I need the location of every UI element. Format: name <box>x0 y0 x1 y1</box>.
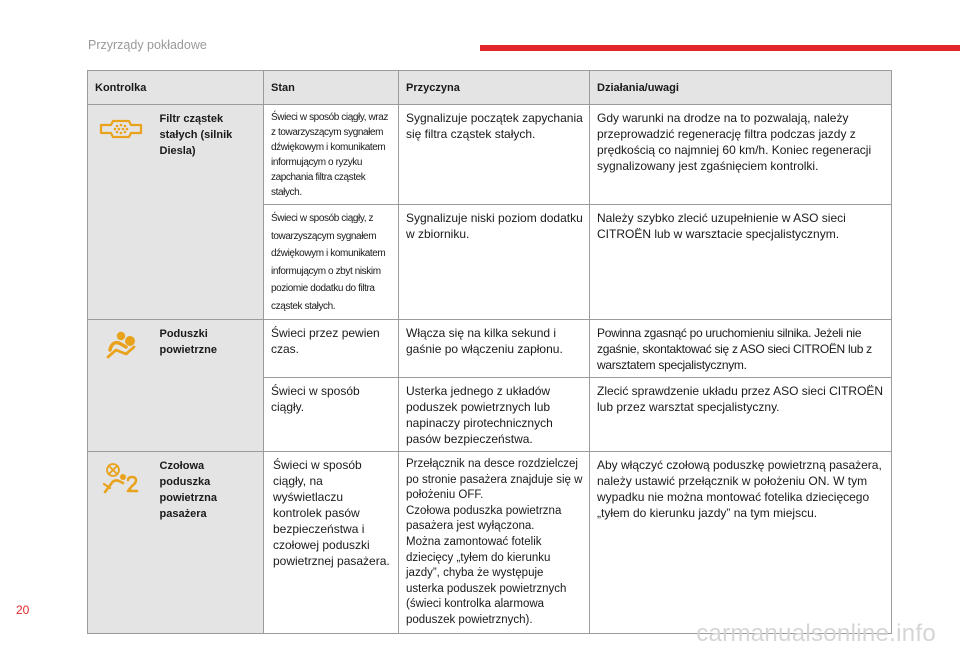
airbag-icon <box>104 347 138 364</box>
column-header-kontrolka: Kontrolka <box>88 71 264 105</box>
warning-light-name: Poduszki powietrzne <box>154 320 264 452</box>
cell-przyczyna: Włącza się na kilka sekund i gaśnie po włączeniu zapłonu. <box>399 320 590 378</box>
warning-light-name: Czołowa poduszka powietrzna pasażera <box>154 452 264 634</box>
cell-dzialania: Zlecić sprawdzenie układu przez ASO sieci CITROËN lub przez warsztat specjalistyczny. <box>590 378 892 452</box>
column-header-stan: Stan <box>264 71 399 105</box>
cell-przyczyna: Usterka jednego z układów poduszek powietrznych lub napinaczy pirotechnicznych pasów bezpieczeństwa. <box>399 378 590 452</box>
cell-przyczyna: Przełącznik na desce rozdzielczej po stronie pasażera znajduje się w położeniu OFF. Czołowa poduszka powietrzna pasażera jest wyłączona. Można zamontować fotelik dziecięcy „tyłem do kierunku jazdy”, chyba że występuje usterka poduszek powietrznych (świeci kontrolka alarmowa poduszek powietrznych). <box>399 452 590 634</box>
cell-dzialania: Aby włączyć czołową poduszkę powietrzną pasażera, należy ustawić przełącznik w położeniu ON. W tym wypadku nie można montować fotelika dziecięcego „tyłem do kierunku jazdy” na tym miejscu. <box>590 452 892 634</box>
cell-stan: Świeci w sposób ciągły, z towarzyszącym sygnałem dźwiękowym i komunikatem informującym o zbyt niskim poziomie dodatku do filtra cząstek stałych. <box>264 205 399 320</box>
warning-light-icon-cell <box>88 452 154 634</box>
warning-light-name: Filtr cząstek stałych (silnik Diesla) <box>154 105 264 320</box>
cell-dzialania: Gdy warunki na drodze na to pozwalają, należy przeprowadzić regenerację filtra podczas jazdy z prędkością co najmniej 60 km/h. Koniec regeneracji sygnalizowany jest zgaśnięciem kontrolki. <box>590 105 892 205</box>
cell-przyczyna: Sygnalizuje niski poziom dodatku w zbiorniku. <box>399 205 590 320</box>
watermark: carmanualsonline.info <box>696 620 936 647</box>
warning-light-icon-cell <box>88 105 154 320</box>
table-row <box>88 105 892 205</box>
column-header-dzialania: Działania/uwagi <box>590 71 892 105</box>
warning-light-icon-cell <box>88 320 154 452</box>
cell-przyczyna: Sygnalizuje początek zapychania się filtra cząstek stałych. <box>399 105 590 205</box>
warning-lights-table <box>87 70 892 634</box>
particle-filter-icon <box>99 130 143 147</box>
cell-stan: Świeci w sposób ciągły, wraz z towarzyszącym sygnałem dźwiękowym i komunikatem informującym o ryzyku zapchania filtra cząstek stałych. <box>264 105 399 205</box>
table-row <box>88 452 892 634</box>
passenger-airbag-off-icon <box>101 483 141 500</box>
page-number: 20 <box>16 603 30 617</box>
column-header-przyczyna: Przyczyna <box>399 71 590 105</box>
section-accent-bar <box>480 45 960 51</box>
cell-dzialania: Powinna zgasnąć po uruchomieniu silnika. Jeżeli nie zgaśnie, skontaktować się z ASO sieci CITROËN lub z warsztatem specjalistycznym. <box>590 320 892 378</box>
cell-stan: Świeci w sposób ciągły, na wyświetlaczu kontrolek pasów bezpieczeństwa i czołowej poduszki powietrznej pasażera. <box>264 452 399 634</box>
cell-stan: Świeci przez pewien czas. <box>264 320 399 378</box>
cell-dzialania: Należy szybko zlecić uzupełnienie w ASO sieci CITROËN lub w warsztacie specjalistycznym. <box>590 205 892 320</box>
table-header-row <box>88 71 892 105</box>
table-row <box>88 320 892 378</box>
cell-stan: Świeci w sposób ciągły. <box>264 378 399 452</box>
running-head: Przyrządy pokładowe <box>88 38 207 52</box>
